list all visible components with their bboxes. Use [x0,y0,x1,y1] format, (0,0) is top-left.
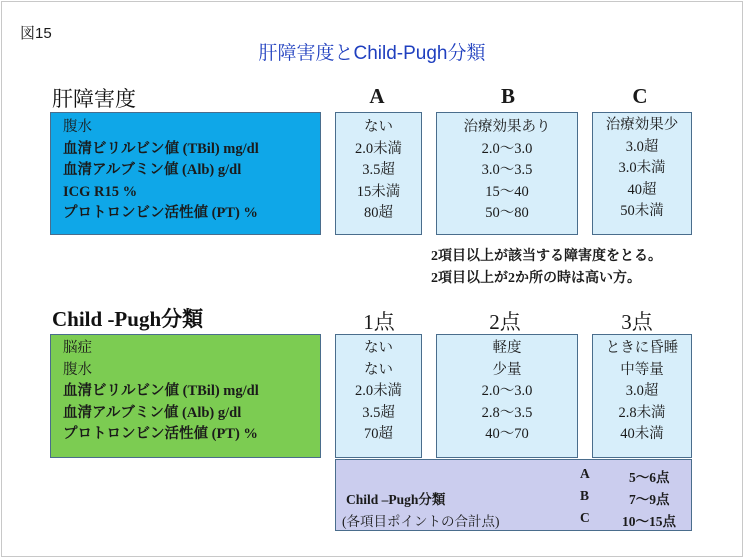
summary-range-a: 5～6点 [629,470,670,485]
summary-grade-c: C [580,510,590,525]
item-label: 腹水 [63,119,92,135]
summary-grade-b: B [580,488,590,503]
item-label: 血清ビリルビン値 (TBil) mg/dl [63,383,259,399]
column-header-3pt: 3点 [621,310,653,334]
cell-value: ない [364,340,393,356]
grade-c-box [592,112,692,235]
child-pugh-items-box [50,334,321,458]
note-line: 2項目以上が2か所の時は高い方。 [431,271,641,286]
item-label: 脳症 [63,340,92,356]
cell-value: ときに昏睡 [605,340,679,356]
points-3-box [592,334,692,458]
summary-grade-a: A [580,466,590,481]
cell-value: 3.5超 [362,162,395,178]
cell-value: ない [364,361,393,378]
child-pugh-heading: Child -Pugh分類 [52,307,204,331]
column-header-a: A [369,84,385,108]
column-header-2pt: 2点 [489,310,521,334]
item-label: 血清アルブミン値 (Alb) g/dl [63,162,242,178]
summary-label: Child –Pugh分類 [346,492,446,507]
cell-value: 15～40 [485,183,529,200]
liver-damage-heading: 肝障害度 [52,87,136,111]
cell-value: 治療効果少 [605,117,679,133]
cell-value: 3.5超 [362,404,395,421]
points-2-box [436,334,578,458]
summary-range-b: 7～9点 [629,492,670,507]
item-label: 腹水 [63,361,92,378]
column-header-b: B [500,84,515,108]
item-label: ICG R15 % [63,183,138,200]
cell-value: 3.0～3.5 [481,162,533,178]
cell-value: 中等量 [620,361,664,378]
note-line: 2項目以上が該当する障害度をとる。 [431,249,662,264]
cell-value: 50～80 [485,205,529,221]
summary-sublabel: (各項目ポイントの合計点) [342,514,500,529]
cell-value: 40超 [627,181,657,198]
item-label: プロトロンビン活性値 (PT) % [63,205,258,221]
cell-value: 3.0超 [625,138,659,155]
cell-value: 2.0～3.0 [481,140,533,157]
cell-value: 15未満 [356,183,401,200]
column-header-1pt: 1点 [363,310,395,334]
cell-value: 治療効果あり [463,119,551,135]
cell-value: 2.8未満 [618,404,666,421]
cell-value: ない [364,119,393,135]
item-label: 血清ビリルビン値 (TBil) mg/dl [63,140,259,157]
grade-a-box [335,112,422,235]
cell-value: 3.0未満 [618,160,666,176]
liver-damage-items-box [50,112,321,235]
cell-value: 40～70 [485,426,529,442]
item-label: プロトロンビン活性値 (PT) % [63,426,258,442]
cell-value: 50未満 [620,203,664,219]
cell-value: 少量 [492,361,522,378]
child-pugh-summary-box [335,459,692,531]
slide-title: 肝障害度とChild-Pugh分類 [258,43,486,64]
cell-value: 70超 [364,426,393,442]
cell-value: 80超 [364,205,393,221]
grade-b-box [436,112,578,235]
cell-value: 40未満 [620,426,664,442]
summary-range-c: 10～15点 [622,514,676,529]
cell-value: 2.0～3.0 [481,383,533,399]
figure-label: 図15 [20,25,52,42]
cell-value: 3.0超 [625,383,659,399]
cell-value: 軽度 [492,340,522,356]
cell-value: 2.0未満 [354,140,403,157]
column-header-c: C [632,84,648,108]
item-label: 血清アルブミン値 (Alb) g/dl [63,404,242,421]
cell-value: 2.0未満 [354,383,403,399]
cell-value: 2.8～3.5 [481,404,533,421]
points-1-box [335,334,422,458]
